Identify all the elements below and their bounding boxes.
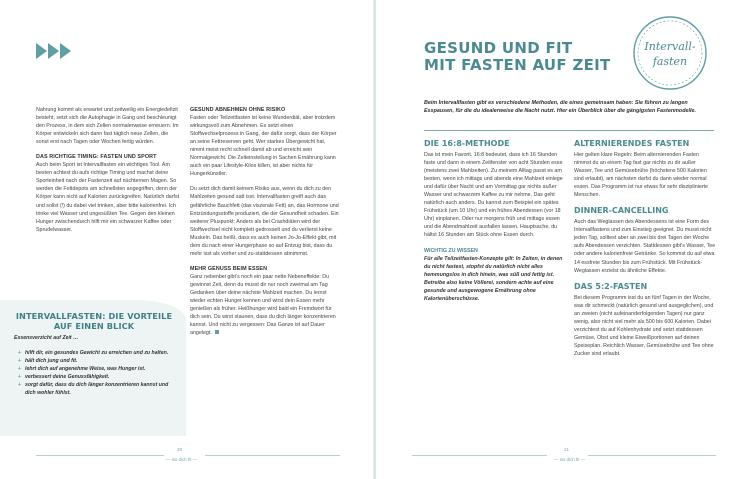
section-heading: DAS RICHTIGE TIMING: FASTEN UND SPORT (36, 154, 157, 161)
footer-rule (412, 455, 547, 456)
body-text: Bei diesem Programm isst du an fünf Tagen in der Woche, was dir schmeckt (natürlich gesund und ausgeglichen), und an zweien (nicht aufeinanderfolgenden Tagen) nur ganz wenig, also nicht viel mehr als 500 bis 600 Kalorien. Dabei verzichtest du auf Kohlenhydrate und setzt stattdessen Gemüse, Obst und kleine Eiweißportionen auf deinen Speiseplan. Reichlich Wasser, Gemüsebrühe und Tee ohne Zucker sind erlaubt. (574, 294, 714, 357)
page-number: 21 (564, 447, 570, 452)
footer-rule (36, 455, 164, 456)
right-page (376, 0, 750, 479)
intervallfasten-stamp-icon (630, 13, 710, 93)
infobox-intro: Essensverzicht auf Zeit … (14, 335, 79, 341)
page-number: 20 (177, 447, 183, 452)
section-heading: MEHR GENUSS BEIM ESSEN (190, 265, 268, 272)
list-item: + lehrt dich auf angenehme Weise, was Hunger ist. (18, 366, 178, 374)
section-heading: DAS 5:2-FASTEN (574, 281, 648, 291)
right-column-2 (574, 139, 716, 365)
left-column-1 (36, 106, 181, 241)
body-text: Auch das Weglassen des Abendessens ist eine Form des Intervallfastens und zum Einstieg geeignet. Du musst nicht jeden Tag, solltest aber an zwei bis drei Tagen der Woche aufs Abendessen verzichten. Stattdessen gibt's Wasser, Tee oder andere kalorienfreie Getränke. So kommst du auf etwa 14 essfreie Stunden bis zum Frühstück. Mit Frühstück-Weglassen erzielst du ähnliche Effekte. (574, 219, 716, 274)
infobox (0, 300, 186, 436)
left-column-2 (190, 106, 340, 344)
list-item: + verbessert deine Genussfähigkeit. (18, 374, 178, 382)
end-mark-icon (215, 330, 219, 334)
tip-text: Für alle Teilzeitfasten-Konzepte gilt: In Zeiten, in denen du nicht fastest, stopfst du natürlich nicht alles hemmungslos in dich hinein, was süß und fettig ist. Betreibe also keine Völlerei, sondern achte auf eine gesunde und ausgewogene Ernährung ohne Kalorienüberschüsse. (424, 255, 563, 302)
body-text: Fasten oder Teilzeitfasten ist keine Wunderdiät, aber trotzdem wirkungsvoll zum Abnehmen. Es setzt einen Stoffwechselprozess in Gang, der dafür sorgt, dass der Körper an seine Fettreserven geht. Wer starkes Übergewicht hat, nimmt meist recht schnell damit ab und erreicht sein Normalgewicht. Die Zeiteinstellung in Sachen Ernährung kann auch ein paar Lifestyle-Kilos killen, ist aber nichts für Hungerkünstler. (190, 115, 337, 178)
body-text: Du setzt dich damit keinem Risiko aus, wenn du dich zu den Mahlzeiten gesund satt isst. Intervallfasten greift auch das gefährliche Bauchfett (das viszerale Fett) an, das Hormone und Entzündungsstoffe produziert, die der Gesundheit schaden. Ein weiterer Pluspunkt: Anders als bei Crashdiäten wird der Stoffwechsel nicht komplett gedrosselt und du verlierst keine Muskeln. Das heißt, dass es auch keinen Jo-Jo-Effekt gibt, mit dem du nach einer Hungerphase so auf Entzug bist, dass du mehr isst als vorher und zu-stattdessen abnimmst. (190, 186, 339, 257)
body-text: Hier gelten klare Regeln: Beim alternierenden Fasten nimmst du an einem Tag fast gar nichts zu dir außer Wasser, Tee und Gemüsebrühe (höchstens 500 Kalorien sind erlaubt), am nächsten darfst du dann wieder normal essen. Das Programm ist nur etwas für sehr disziplinierte Menschen. (574, 152, 708, 199)
section-heading: ALTERNIERENDES FASTEN (574, 139, 690, 148)
stamp-line: fasten (652, 55, 688, 68)
body-text-span: Ganz nebenbei gibt's noch ein paar nette Nebeneffekte: Du gewinnst Zeit, denn du musst dir nur noch zweimal am Tag Gedanken über deine nächste Mahlzeit machen. Du lernst wieder echten Hunger kennen und wirst dein Essen mehr genießen als früher. Heißhunger wird bald ein Fremdwort für dich sein. Du wirst staunen, dass du dich länger konzentrieren kannst. Und nicht zu vergessen: Das Ganze ist auf Dauer angelegt. (190, 273, 336, 337)
footer-rule (588, 455, 716, 456)
body-text: Das ist mein Favorit. 16:8 bedeutet, dass ich 16 Stunden faste und dann in einem Zeitfenster von acht Stunden esse (meistens zwei Mahlzeiten). Zu meinem Alltag passt es am besten, wenn ich mittags und abends eine Mahlzeit einlege und dafür über Nacht und am Vormittag gar nichts außer Wasser und schwarzem Kaffee zu mir nehme. Das geht natürlich auch anders. Du kannst zum Beispiel ein spätes Frühstück (um 10 Uhr) und ein frühes Abendessen (vor 18 Uhr) einplanen. Oder nur morgens früh und mittags essen und die Abendmahlzeit ausfallen lassen. Hauptsache, du hältst 16 Stunden am Stück ohne Essen durch. (424, 152, 563, 239)
body-text: Auch beim Sport ist Intervallfasten ein wichtiges Tool. Am besten achtest du aufs richtige Timing und machst deine Sporteinheit nach der Fastenzeit auf nüchternen Magen. So werden die Fettdepots am schnellsten angegriffen, denn der Körper kann nicht auf Kalorien zurückgreifen. Natürlich darfst und sollst (!) du dabei viel trinken, aber bitte kalorienfrei. Ich trinke viel Wasser und ungesüßten Tee. Gegen den kleinen Hunger zwischendurch hilft mir ein schwarzer Kaffee oder Sprudelwasser. (36, 162, 180, 233)
section-heading: GESUND ABNEHMEN OHNE RISIKO (190, 107, 286, 113)
infobox-title: INTERVALLFASTEN: DIE VORTEILE AUF EINEN BLICK (15, 311, 173, 331)
list-item: + hält dich jung und fit. (18, 358, 178, 366)
footer-rule (205, 455, 340, 456)
title-line: GESUND UND FIT (424, 39, 573, 57)
section-heading: DINNER-CANCELLING (574, 206, 669, 216)
title-line: MIT FASTEN AUF ZEIT (424, 56, 611, 74)
infobox-list (18, 350, 178, 397)
lead-text: Beim Intervallfasten gibt es verschiedene Methoden, die eines gemeinsam haben: Sie führen zu langen Esspausen, für die du idealerweise die Nacht nutzt. Hier ein Überblick über die gängigsten Fastenmodelle. (424, 100, 696, 114)
tip-heading: WICHTIG ZU WISSEN (424, 247, 478, 254)
body-text (190, 273, 340, 337)
list-item: + hilft dir, ein gesundes Gewicht zu erreichen und zu halten. (18, 350, 178, 358)
list-item: + sorgt dafür, dass du dich länger konzentrieren kannst und dich wohler fühlst. (18, 382, 178, 398)
page-title (424, 40, 611, 74)
section-heading: DIE 16:8-METHODE (424, 139, 510, 148)
divider (424, 130, 714, 131)
body-text: Nahrung kommt als erwartet und zeitweilig ein Energiedefizit besteht, setzt sich die Autophagie in Gang und beschleunigt den Prozess, in dem sich Zellen normalerweise erneuern. Im Körper entwickeln sich dann fast täglich neue Zellen, die sonst erst nach Tagen oder Wochen fertig würden. (36, 107, 179, 146)
right-column-1 (424, 139, 564, 310)
footer-text: — iss dich fit — (166, 457, 198, 462)
footer-text: — iss dich fit — (554, 457, 586, 462)
left-page (0, 0, 374, 479)
stamp-line: Intervall- (644, 40, 696, 53)
arrows-icon (36, 43, 71, 59)
